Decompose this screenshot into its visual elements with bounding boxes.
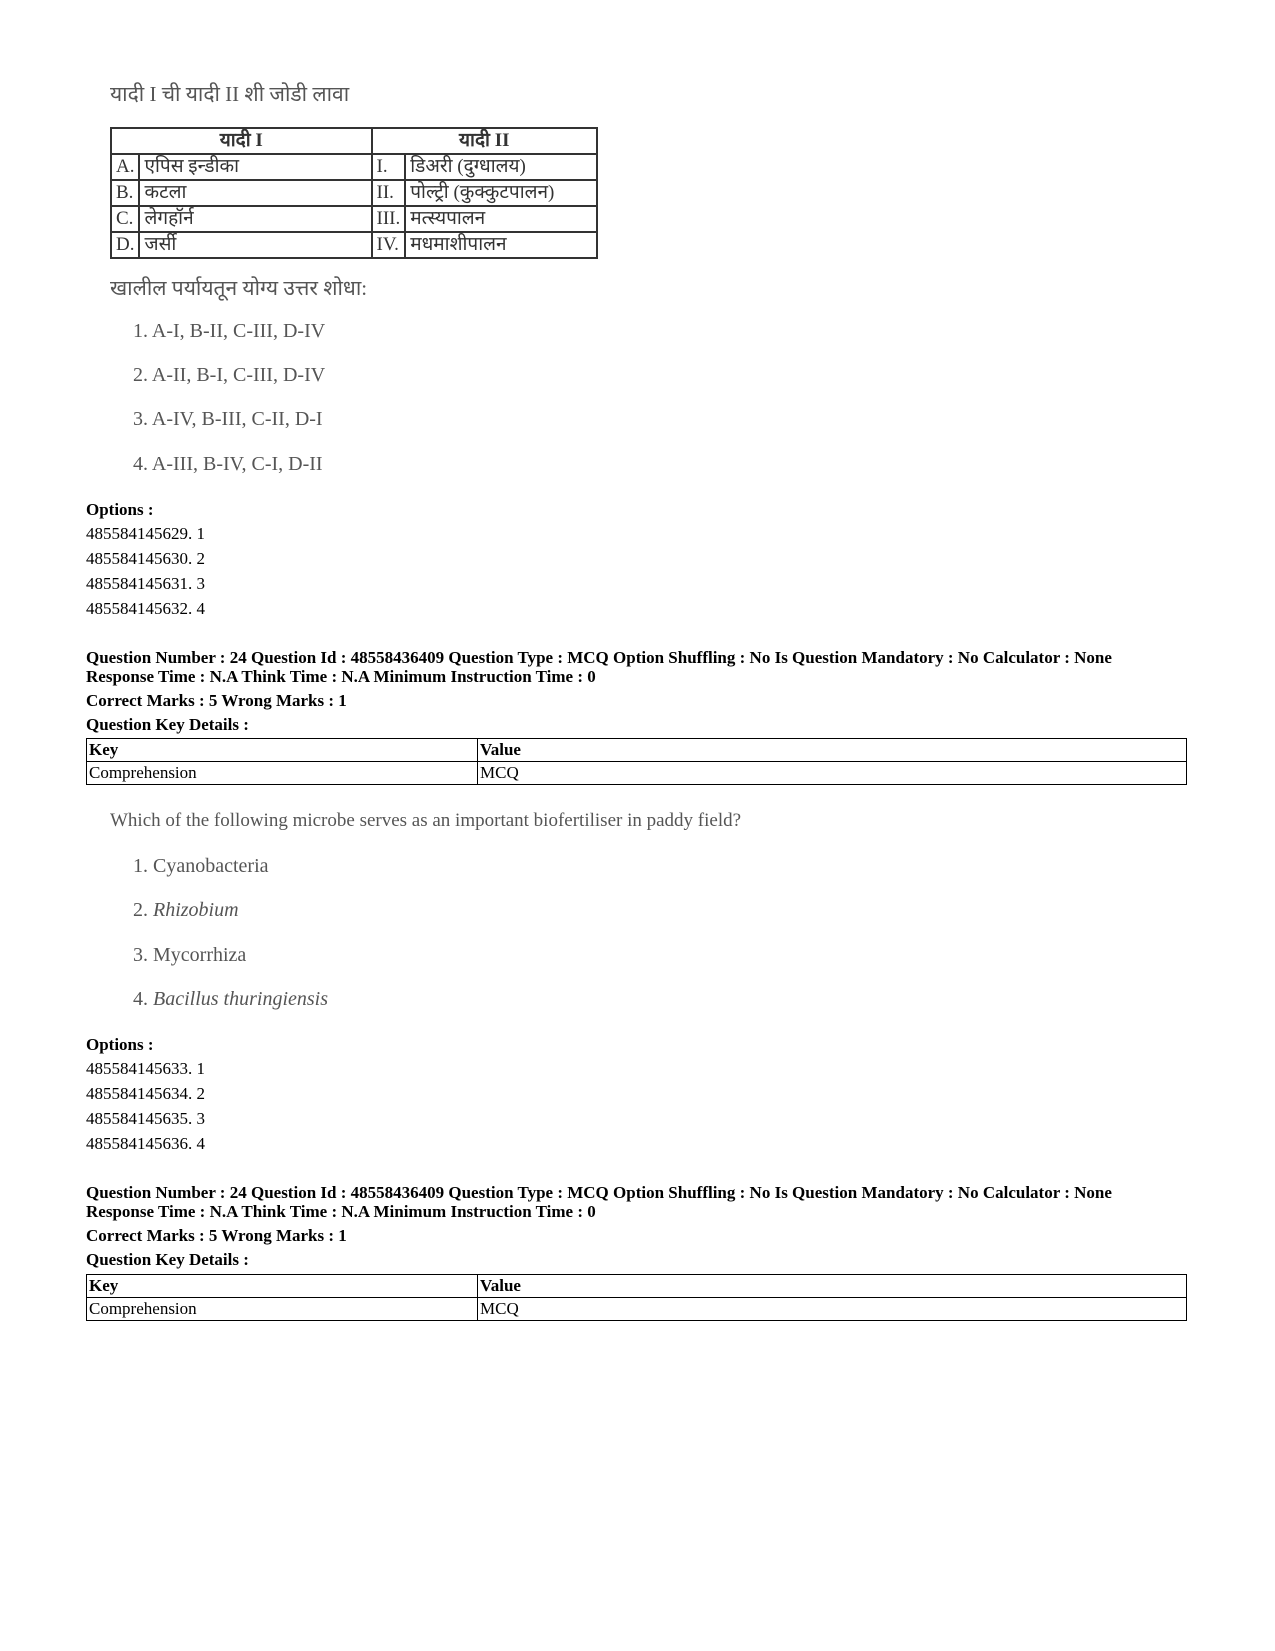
q24b-meta-line1: Question Number : 24 Question Id : 48558436409 Question Type : MCQ Option Shuffling : No Is Question Mandatory : No Calculator : None [86, 1183, 1112, 1202]
table-row [87, 1275, 1187, 1298]
row-roman: III. [372, 206, 406, 232]
list-item: 485584145629. 1 [86, 524, 205, 543]
q24b-meta-line2: Response Time : N.A Think Time : N.A Minimum Instruction Time : 0 [86, 1202, 596, 1221]
q24-key-details-label: Question Key Details : [86, 715, 249, 734]
q24-choice-4 [133, 988, 328, 1011]
row-list1-text: लेगहॉर्न [139, 206, 371, 232]
key-cell: Comprehension [87, 762, 478, 785]
row-list1-text: कटला [139, 180, 371, 206]
q24b-marks: Correct Marks : 5 Wrong Marks : 1 [86, 1226, 347, 1245]
q24-key-table [86, 738, 1187, 785]
q24-choice-2 [133, 899, 239, 922]
key-header: Key [87, 1275, 478, 1298]
q23-options-label: Options : [86, 500, 154, 519]
q23-choice-4: 4. A-III, B-IV, C-I, D-II [133, 453, 323, 475]
list-item: 485584145631. 3 [86, 574, 205, 593]
row-list2-text: डिअरी (दुग्धालय) [405, 154, 597, 180]
q23-options-list [86, 521, 205, 621]
q24-options-list [86, 1056, 205, 1156]
q24-question: Which of the following microbe serves as an important biofertiliser in paddy field? [110, 810, 742, 831]
choice-text: Bacillus thuringiensis [153, 988, 328, 1010]
q23-choice-3: 3. A-IV, B-III, C-II, D-I [133, 408, 323, 430]
row-list1-text: एपिस इन्डीका [139, 154, 371, 180]
row-letter: D. [111, 232, 139, 258]
list-1-header: यादी I [111, 128, 372, 154]
row-list2-text: मत्स्यपालन [405, 206, 597, 232]
list-item: 485584145632. 4 [86, 599, 205, 618]
choice-number: 4. [133, 988, 148, 1010]
table-row [111, 180, 597, 206]
table-row [87, 739, 1187, 762]
value-header: Value [478, 1275, 1187, 1298]
row-list2-text: पोल्ट्री (कुक्कुटपालन) [405, 180, 597, 206]
q24-choice-3 [133, 944, 246, 967]
q23-choice-2: 2. A-II, B-I, C-III, D-IV [133, 364, 326, 386]
q23-prompt: खालील पर्यायतून योग्य उत्तर शोधा: [110, 276, 368, 300]
row-list1-text: जर्सी [139, 232, 371, 258]
match-table [110, 127, 598, 259]
choice-number: 2. [133, 899, 148, 921]
q23-instruction: यादी I ची यादी II शी जोडी लावा [110, 82, 350, 106]
table-row [111, 154, 597, 180]
q24-marks: Correct Marks : 5 Wrong Marks : 1 [86, 691, 347, 710]
q23-choice-1: 1. A-I, B-II, C-III, D-IV [133, 320, 326, 342]
choice-text: Cyanobacteria [153, 855, 269, 877]
q24b-key-details-label: Question Key Details : [86, 1250, 249, 1269]
choice-text: Rhizobium [153, 899, 239, 921]
match-table-header [111, 128, 597, 154]
list-item: 485584145630. 2 [86, 549, 205, 568]
value-cell: MCQ [478, 1298, 1187, 1321]
q24-meta-line2: Response Time : N.A Think Time : N.A Minimum Instruction Time : 0 [86, 667, 596, 686]
table-row [87, 1298, 1187, 1321]
q24-choice-1 [133, 855, 269, 878]
q24-options-label: Options : [86, 1035, 154, 1054]
q24-meta-line1: Question Number : 24 Question Id : 48558436409 Question Type : MCQ Option Shuffling : No Is Question Mandatory : No Calculator : None [86, 648, 1112, 667]
row-roman: IV. [372, 232, 406, 258]
choice-number: 1. [133, 855, 148, 877]
value-header: Value [478, 739, 1187, 762]
list-item: 485584145633. 1 [86, 1059, 205, 1078]
table-row [87, 762, 1187, 785]
list-item: 485584145634. 2 [86, 1084, 205, 1103]
choice-number: 3. [133, 944, 148, 966]
row-list2-text: मधमाशीपालन [405, 232, 597, 258]
list-item: 485584145636. 4 [86, 1134, 205, 1153]
row-roman: II. [372, 180, 406, 206]
key-cell: Comprehension [87, 1298, 478, 1321]
choice-text: Mycorrhiza [153, 944, 247, 966]
value-cell: MCQ [478, 762, 1187, 785]
row-letter: C. [111, 206, 139, 232]
row-roman: I. [372, 154, 406, 180]
row-letter: B. [111, 180, 139, 206]
key-header: Key [87, 739, 478, 762]
table-row [111, 232, 597, 258]
table-row [111, 206, 597, 232]
q24b-key-table [86, 1274, 1187, 1321]
row-letter: A. [111, 154, 139, 180]
list-item: 485584145635. 3 [86, 1109, 205, 1128]
list-2-header: यादी II [372, 128, 598, 154]
